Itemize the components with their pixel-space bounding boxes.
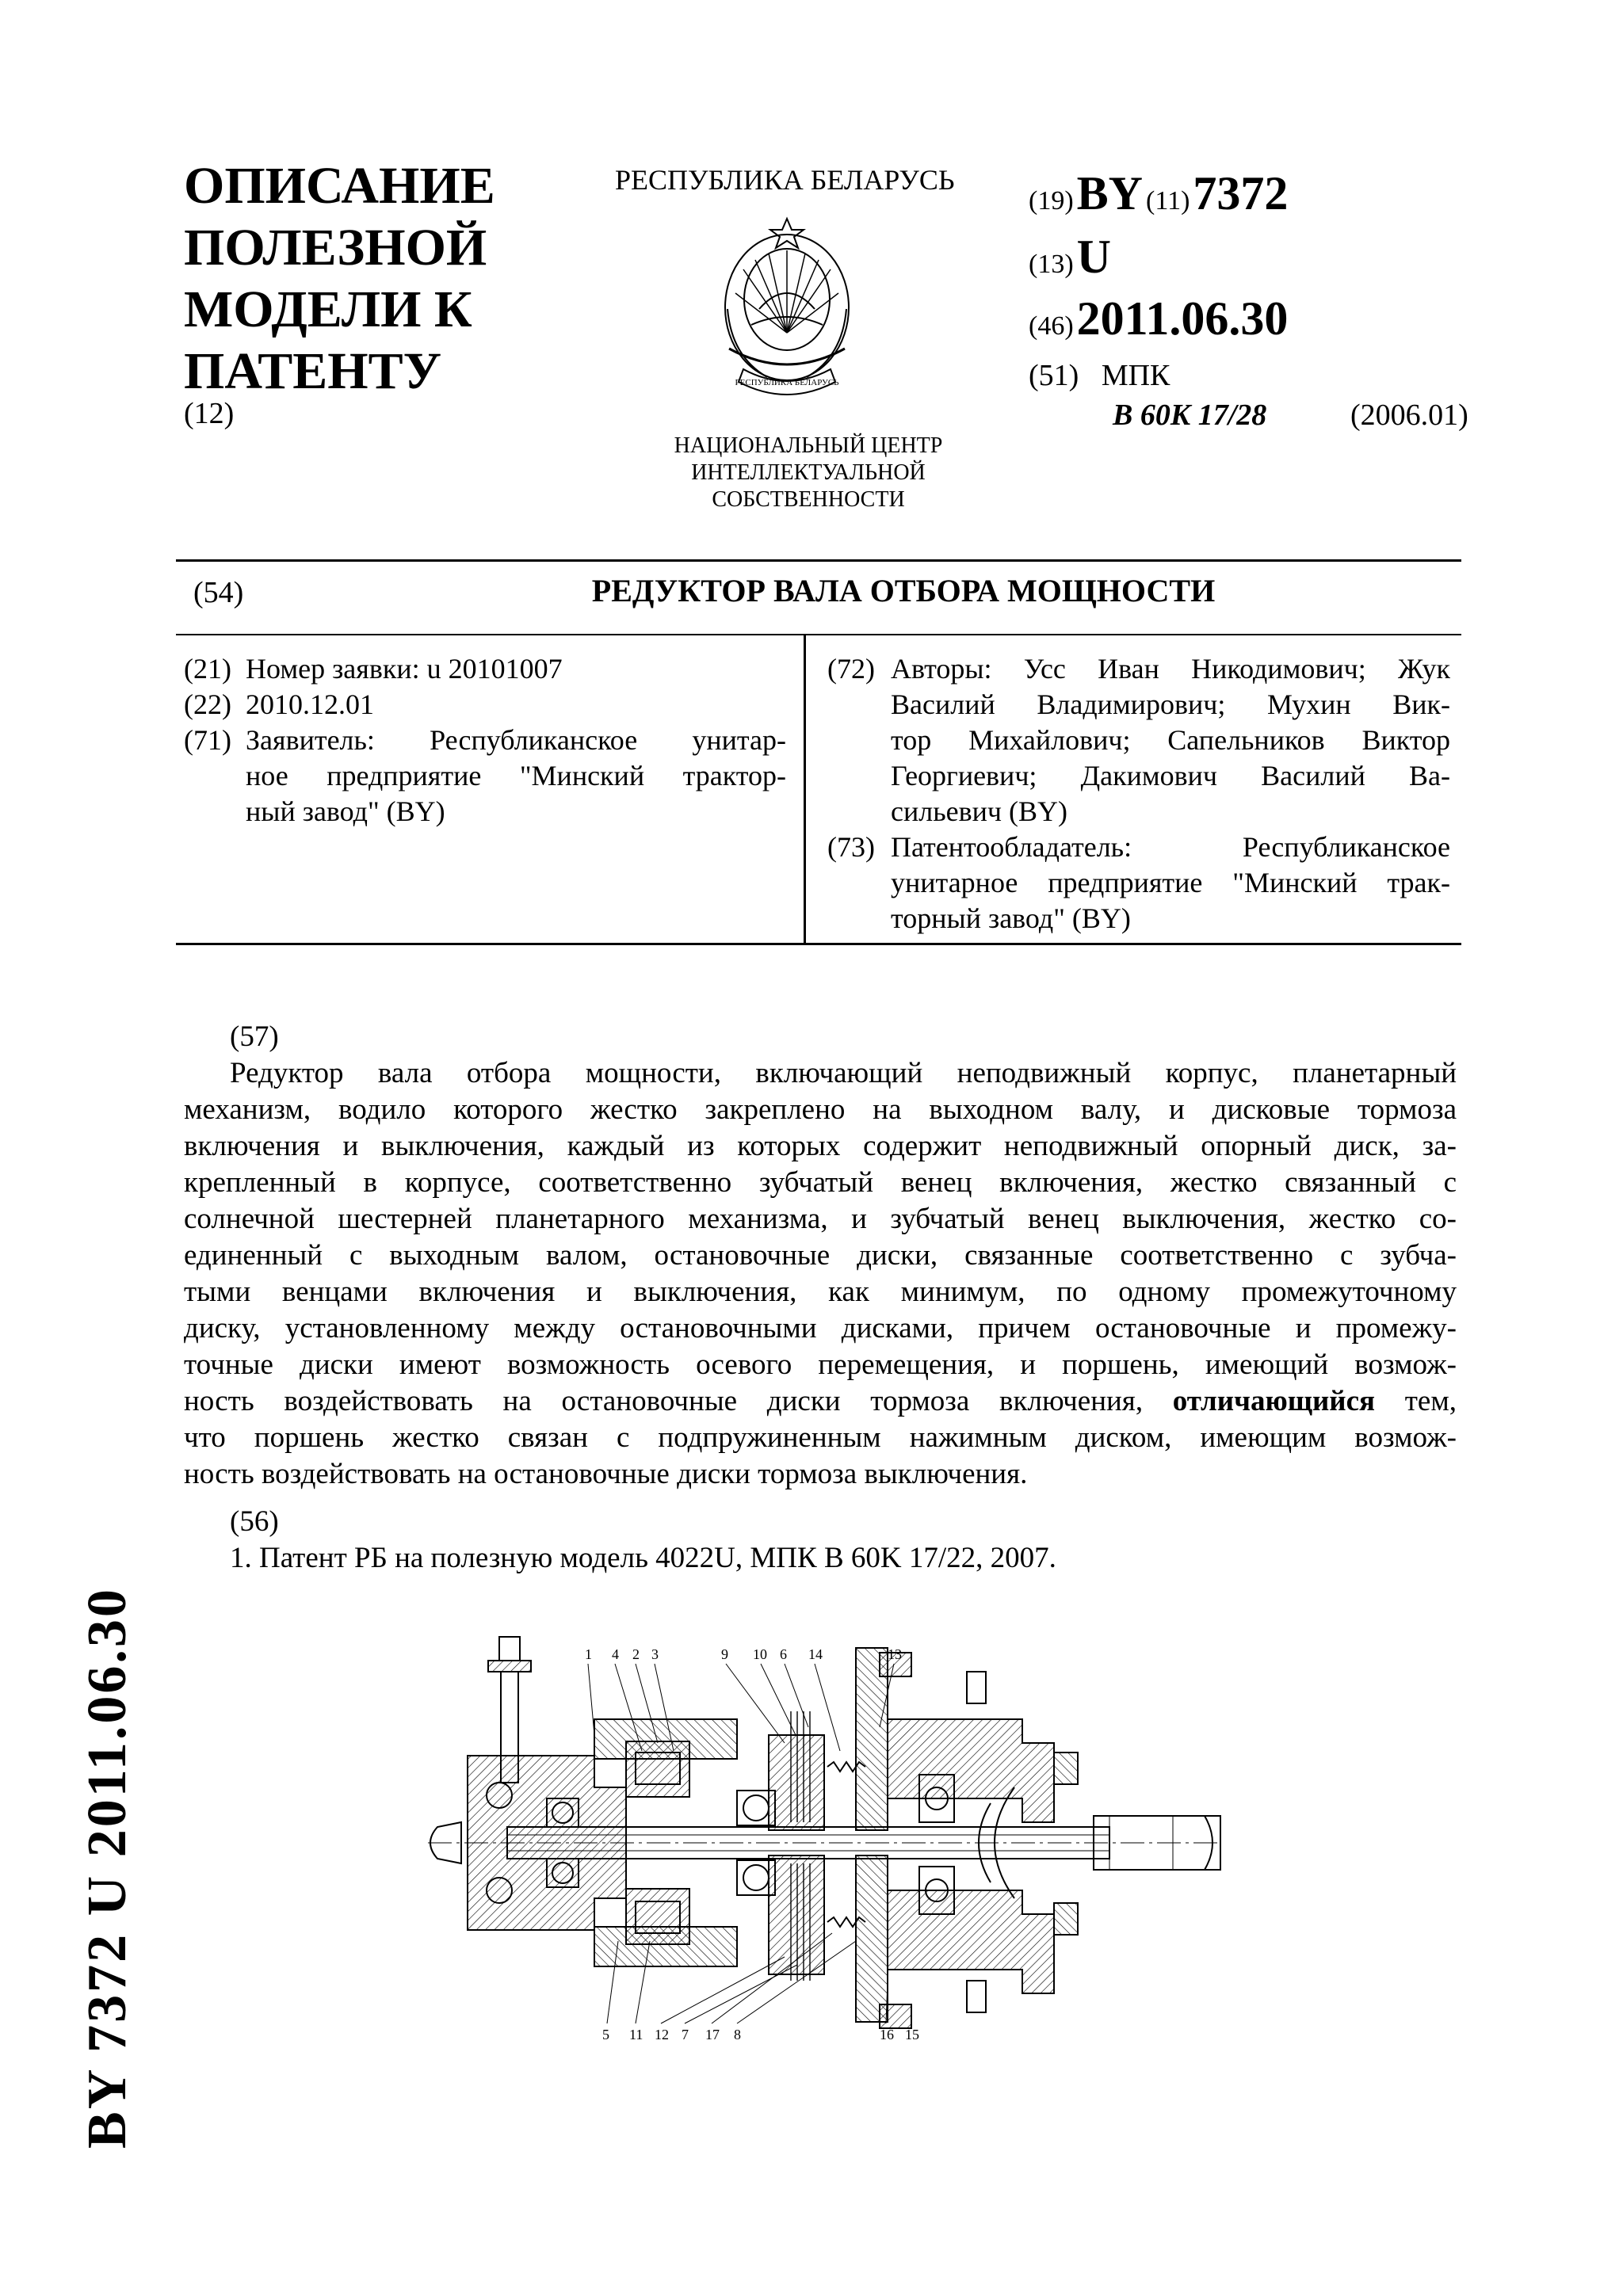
code-13: (13) xyxy=(1029,250,1074,279)
authors-line: сильевич (BY) xyxy=(891,795,1067,827)
application-number: Номер заявки: u 20101007 xyxy=(246,653,563,685)
code-56: (56) xyxy=(230,1505,279,1538)
abstract-line: точные диски имеют возможность осевого перемещения, и поршень, имеющий возмож- xyxy=(184,1348,1457,1381)
patentee-line: унитарное предприятие "Минский трак- xyxy=(891,867,1450,898)
title-rule xyxy=(176,634,1461,635)
reference-item: 1. Патент РБ на полезную модель 4022U, МПК B 60K 17/22, 2007. xyxy=(230,1542,1056,1574)
title-line: МОДЕЛИ К xyxy=(184,280,472,338)
code-54: (54) xyxy=(193,576,244,609)
callout-top: 14 xyxy=(808,1646,823,1662)
office-line: СОБСТВЕННОСТИ xyxy=(712,487,905,512)
code-71: (71) xyxy=(184,724,231,756)
callout-bottom: 8 xyxy=(734,2027,741,2042)
callout-top: 13 xyxy=(888,1646,902,1662)
bottom-rule xyxy=(176,943,1461,945)
office-line: НАЦИОНАЛЬНЫЙ ЦЕНТР xyxy=(674,433,943,458)
callout-top: 1 xyxy=(585,1646,592,1662)
callout-bottom: 15 xyxy=(905,2027,919,2042)
callout-bottom: 7 xyxy=(682,2027,689,2042)
abstract-line: диску, установленному между остановочными дисками, причем остановочные и промежу- xyxy=(184,1312,1457,1344)
distinguishing-term: отличающийся xyxy=(1172,1385,1376,1417)
emblem-ribbon-text: РЕСПУБЛИКА БЕЛАРУСЬ xyxy=(735,378,839,387)
ipc-class: B 60K 17/28 xyxy=(1113,399,1267,432)
code-19: (19) xyxy=(1029,186,1074,215)
references xyxy=(230,1504,1056,1577)
callout-bottom: 5 xyxy=(602,2027,609,2042)
kind-code: U xyxy=(1076,231,1111,283)
authors-line: Василий Владимирович; Мухин Вик- xyxy=(891,688,1450,720)
callout-top: 4 xyxy=(612,1646,619,1662)
abstract-line: что поршень жестко связан с подпружиненным нажимным диском, имеющим возмож- xyxy=(184,1421,1457,1454)
code-73: (73) xyxy=(827,831,875,863)
code-21: (21) xyxy=(184,653,231,685)
abstract-line: включения и выключения, каждый из которых содержит неподвижный опорный диск, за- xyxy=(184,1130,1457,1162)
ipc-version: (2006.01) xyxy=(1350,399,1468,432)
biblio-left xyxy=(184,651,786,830)
office-line: ИНТЕЛЛЕКТУАЛЬНОЙ xyxy=(691,460,926,485)
state-emblem-icon xyxy=(712,214,862,410)
document-type-title xyxy=(184,155,495,402)
abstract-line: единенный с выходным валом, остановочные диски, связанные соответственно с зубча- xyxy=(184,1239,1457,1272)
patentee-line: Патентообладатель: Республиканское xyxy=(891,831,1450,863)
technical-drawing xyxy=(412,1608,1228,2052)
top-rule xyxy=(176,559,1461,562)
ipc-label: МПК xyxy=(1101,359,1170,392)
authors-line: Георгиевич; Дакимович Василий Ва- xyxy=(891,760,1450,791)
authors-line: Авторы: Усс Иван Никодимович; Жук xyxy=(891,653,1450,685)
code-11: (11) xyxy=(1146,186,1190,215)
callout-top: 3 xyxy=(651,1646,659,1662)
code-72: (72) xyxy=(827,653,875,685)
abstract-line: тыми венцами включения и выключения, как минимум, по одному промежуточному xyxy=(184,1276,1457,1308)
applicant-line: ный завод" (BY) xyxy=(246,795,445,827)
title-line: ПОЛЕЗНОЙ xyxy=(184,219,487,277)
republic-name: РЕСПУБЛИКА БЕЛАРУСЬ xyxy=(615,164,955,196)
filing-date: 2010.12.01 xyxy=(246,688,374,720)
abstract-line xyxy=(184,1383,1457,1420)
abstract-line: ность воздействовать на остановочные диски тормоза выключения. xyxy=(184,1458,1028,1490)
patent-number: 7372 xyxy=(1193,167,1289,219)
applicant-line: ное предприятие "Минский трактор- xyxy=(246,760,786,791)
abstract-line: солнечной шестерней планетарного механизма, и зубчатый венец выключения, жестко со- xyxy=(184,1203,1457,1235)
abstract-text: тем, xyxy=(1375,1385,1457,1417)
callout-bottom: 17 xyxy=(705,2027,720,2042)
callout-bottom: 12 xyxy=(655,2027,669,2042)
patentee-line: торный завод" (BY) xyxy=(891,902,1131,934)
abstract-text: ность воздействовать на остановочные диски тормоза включения, xyxy=(184,1385,1173,1417)
abstract xyxy=(184,1019,1457,1493)
code-57: (57) xyxy=(230,1020,279,1053)
applicant-line: Заявитель: Республиканское унитар- xyxy=(246,724,786,756)
callout-top: 6 xyxy=(780,1646,787,1662)
abstract-line: механизм, водило которого жестко закреплено на выходном валу, и дисковые тормоза xyxy=(184,1093,1457,1126)
biblio-right xyxy=(827,651,1461,936)
title-line: ПАТЕНТУ xyxy=(184,342,442,400)
utility-model-title: РЕДУКТОР ВАЛА ОТБОРА МОЩНОСТИ xyxy=(591,573,1216,608)
side-identifier: BY 7372 U 2011.06.30 xyxy=(77,1587,138,2149)
code-22: (22) xyxy=(184,688,231,720)
authors-line: тор Михайлович; Сапельников Виктор xyxy=(891,724,1450,756)
title-line: ОПИСАНИЕ xyxy=(184,157,495,215)
callout-top: 9 xyxy=(721,1646,728,1662)
country-code: BY xyxy=(1076,167,1144,219)
national-center-name xyxy=(634,433,983,513)
callout-top: 2 xyxy=(632,1646,640,1662)
callout-bottom: 16 xyxy=(880,2027,894,2042)
callout-top: 10 xyxy=(753,1646,767,1662)
column-divider xyxy=(804,635,806,944)
callout-bottom: 11 xyxy=(629,2027,643,2042)
abstract-line: крепленный в корпусе, соответственно зубчатый венец включения, жестко связанный с xyxy=(184,1166,1457,1199)
abstract-line: Редуктор вала отбора мощности, включающий неподвижный корпус, планетарный xyxy=(230,1057,1457,1089)
code-46: (46) xyxy=(1029,311,1074,341)
code-51: (51) xyxy=(1029,359,1079,392)
code-12: (12) xyxy=(184,397,235,430)
publication-date: 2011.06.30 xyxy=(1076,292,1289,345)
